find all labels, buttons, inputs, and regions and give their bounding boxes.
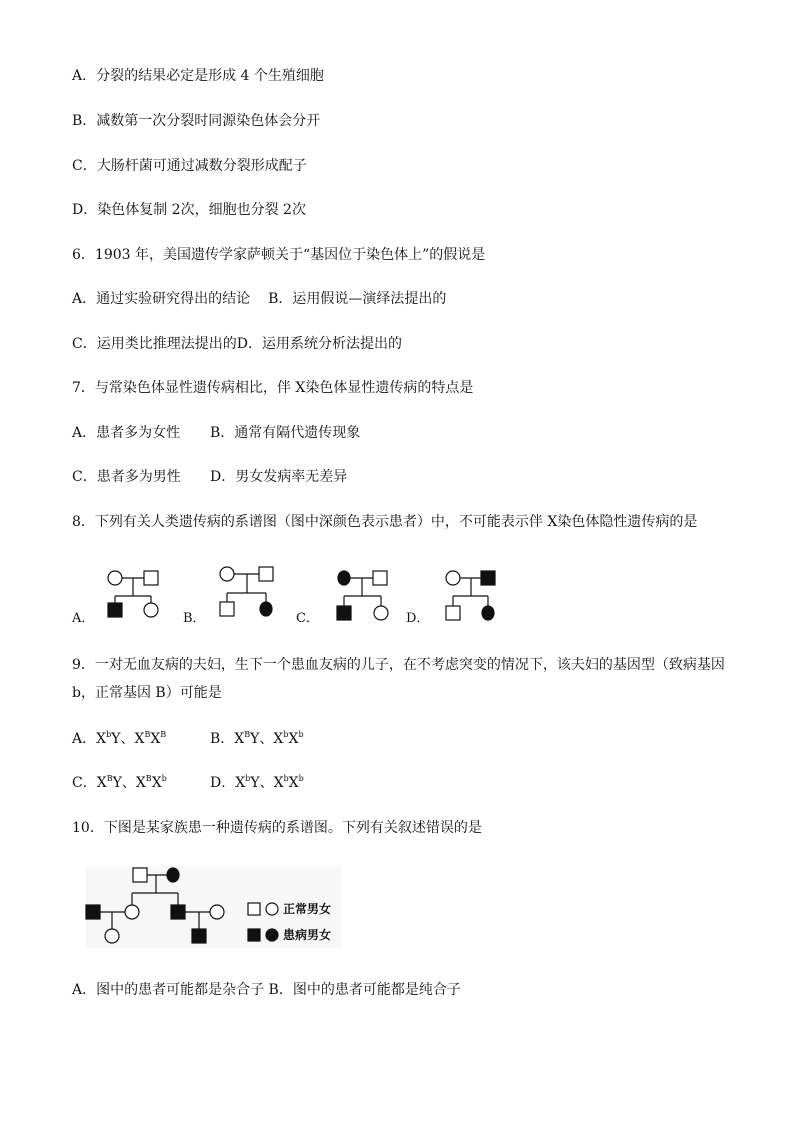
legend-normal-label: 正常男女 bbox=[283, 902, 332, 916]
q9-stem-line2: b，正常基因 B）可能是 bbox=[72, 685, 222, 701]
legend-female-normal-icon bbox=[266, 903, 278, 915]
pedigree-c bbox=[337, 571, 388, 620]
female-normal-icon bbox=[446, 571, 460, 585]
pedigree-b bbox=[220, 567, 273, 616]
q6-option-d: D．运用系统分析法提出的 bbox=[236, 336, 402, 352]
q8-label-d: D． bbox=[406, 611, 430, 626]
q7-option-c: C．患者多为男性 bbox=[72, 469, 181, 485]
q9-option-c: C．$X^BY$、$X^BX^b$ bbox=[72, 774, 167, 791]
male-affected-icon bbox=[86, 905, 100, 919]
male-normal-icon bbox=[446, 606, 460, 620]
q8-label-c: C． bbox=[296, 611, 319, 626]
male-normal-icon bbox=[133, 868, 147, 882]
q6-stem: 6．1903 年，美国遗传学家萨顿关于“基因位于染色体上”的假说是 bbox=[72, 247, 486, 263]
q9-option-b: B．$X^BY$、$X^bX^b$ bbox=[210, 730, 304, 747]
male-affected-icon bbox=[108, 603, 122, 617]
q9-option-d: D．$X^bY$、$X^bX^b$ bbox=[210, 774, 304, 791]
female-normal-icon bbox=[144, 603, 158, 617]
q7-stem: 7．与常染色体显性遗传病相比，伴 X染色体显性遗传病的特点是 bbox=[72, 380, 474, 396]
q10-stem: 10．下图是某家族患一种遗传病的系谱图。下列有关叙述错误的是 bbox=[72, 820, 482, 836]
female-normal-icon bbox=[220, 567, 234, 581]
pedigree-d bbox=[446, 571, 495, 620]
male-affected-icon bbox=[192, 929, 206, 943]
legend-affected-label: 患病男女 bbox=[283, 928, 332, 942]
female-affected-icon bbox=[338, 571, 350, 585]
female-normal-icon bbox=[125, 905, 139, 919]
legend-male-affected-icon bbox=[248, 929, 260, 941]
male-normal-icon bbox=[144, 571, 158, 585]
q8-stem: 8．下列有关人类遗传病的系谱图（图中深颜色表示患者）中，不可能表示伴 X染色体隐性遗传病的是 bbox=[72, 514, 698, 530]
q9-option-a: A．$X^bY$、$X^BX^B$ bbox=[72, 730, 167, 747]
male-affected-icon bbox=[337, 606, 351, 620]
male-affected-icon bbox=[171, 905, 185, 919]
female-affected-icon bbox=[482, 606, 494, 620]
q6-option-b: B．运用假说—演绎法提出的 bbox=[268, 291, 447, 307]
female-normal-icon bbox=[210, 905, 224, 919]
female-affected-icon bbox=[260, 602, 272, 616]
q7-option-d: D．男女发病率无差异 bbox=[210, 469, 348, 485]
q9-stem-line1: 9．一对无血友病的夫妇，生下一个患血友病的儿子，在不考虑突变的情况下，该夫妇的基因型（致病基因 bbox=[72, 657, 725, 673]
q7-option-a: A．患者多为女性 bbox=[72, 425, 181, 441]
female-affected-icon bbox=[167, 868, 179, 882]
q10-options: A．图中的患者可能都是杂合子 B．图中的患者可能都是纯合子 bbox=[72, 982, 461, 998]
q5-option-b: B．减数第一次分裂时同源染色体会分开 bbox=[72, 113, 321, 129]
q6-option-a: A．通过实验研究得出的结论 bbox=[72, 291, 251, 307]
male-normal-icon bbox=[259, 567, 273, 581]
q9-options-row2 bbox=[72, 773, 304, 793]
female-normal-icon bbox=[105, 929, 119, 943]
legend-male-normal-icon bbox=[248, 903, 260, 915]
male-normal-icon bbox=[220, 602, 234, 616]
q9-options-row1 bbox=[72, 729, 304, 749]
q5-option-d: D．染色体复制 2次，细胞也分裂 2次 bbox=[72, 202, 306, 218]
male-normal-icon bbox=[373, 571, 387, 585]
q8-label-b: B． bbox=[183, 611, 206, 626]
q7-option-b: B．通常有隔代遗传现象 bbox=[210, 425, 361, 441]
q5-option-c: C．大肠杆菌可通过减数分裂形成配子 bbox=[72, 158, 307, 174]
female-normal-icon bbox=[108, 571, 122, 585]
q6-option-c: C．运用类比推理法提出的 bbox=[72, 336, 237, 352]
male-affected-icon bbox=[481, 571, 495, 585]
pedigree-a bbox=[108, 571, 158, 617]
legend-female-affected-icon bbox=[266, 929, 278, 941]
q5-option-a: A．分裂的结果必定是形成 4 个生殖细胞 bbox=[72, 68, 324, 84]
q8-label-a: A． bbox=[72, 611, 95, 626]
female-normal-icon bbox=[374, 606, 388, 620]
